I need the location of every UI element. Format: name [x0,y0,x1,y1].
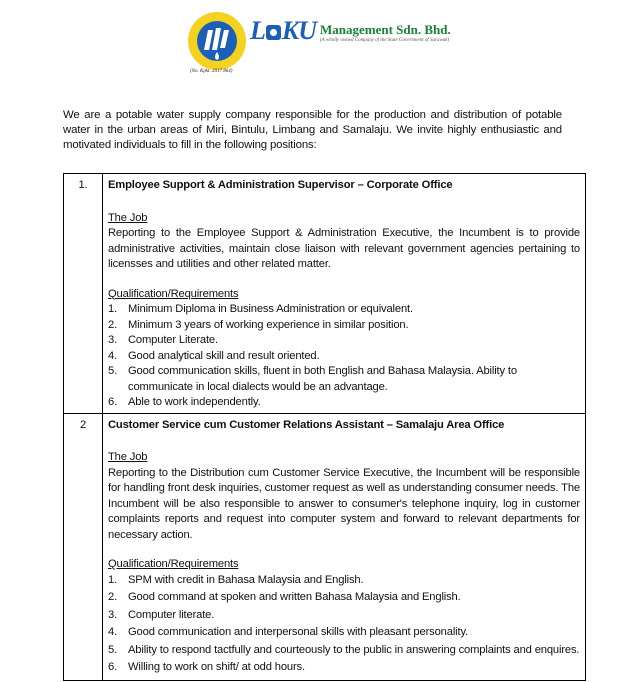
letterhead [186,10,486,74]
position-row [64,413,586,680]
list-item: 3. Computer literate. [108,608,215,621]
requirements-heading: Qualification/Requirements [108,287,239,300]
list-item: 5. Good communication skills, fluent in both English and Bahasa Malaysia. Ability to communicate in local dialects would be an advantage. [108,365,517,393]
position-details [103,174,586,414]
list-item: 1. SPM with credit in Bahasa Malaysia and English. [108,573,364,586]
requirements-heading: Qualification/Requirements [108,558,239,570]
list-item: 6. Able to work independently. [108,396,261,408]
list-item: 6. Willing to work on shift/ at odd hours. [108,661,305,673]
position-title: Employee Support & Administration Supervisor – Corporate Office [108,179,453,191]
list-item: 4. Good communication and interpersonal skills with pleasant personality. [108,626,469,638]
intro-paragraph: We are a potable water supply company responsible for the production and distribution of potable water in the urban areas of Miri, Bintulu, Limbang and Samalaju. We invite highly enthusiastic and motivated individuals to fill in the following positions: [63,109,562,151]
company-tagline: (A wholly owned Company of the State Government of Sarawak) [320,38,450,43]
position-number: 2 [64,413,103,680]
job-heading: The Job [108,451,148,463]
seal-registration: (No. Kpkt. 2017 864) [190,69,233,74]
position-details [103,413,586,680]
position-title: Customer Service cum Customer Relations Assistant – Samalaju Area Office [108,418,505,431]
list-item: 4. Good analytical skill and result oriented. [108,349,320,362]
position-number: 1. [64,174,103,414]
list-item: 2. Good command at spoken and written Bahasa Malaysia and English. [108,591,461,603]
list-item: 1. Minimum Diploma in Business Administration or equivalent. [108,303,413,315]
list-item: 2. Minimum 3 years of working experience in similar position. [108,318,409,331]
company-seal-icon [186,10,248,72]
job-description: Reporting to the Distribution cum Customer Service Executive, the Incumbent will be responsible for handling front desk inquiries, customer request as well as understanding consumer needs. The Incumbent will be also responsible to answer to consumer's telephone inquiry, log in customer complaints reports and request into computer system and forward to relevant departments for necessary action. [108,466,580,541]
brand-logo: L KU [250,16,317,45]
position-row [64,174,586,414]
job-description: Reporting to the Employee Support & Administration Executive, the Incumbent is to provide administrative activities, maintain close liaison with relevant government agencies pertaining to licensses and utilities and other related matter. [108,227,580,270]
requirements-list [108,302,580,411]
job-heading: The Job [108,211,148,224]
requirements-list [108,573,580,676]
list-item: 3. Computer Literate. [108,334,218,346]
positions-table [63,173,586,681]
company-name: Management Sdn. Bhd. [320,22,451,37]
list-item: 5. Ability to respond tactfully and courteously to the public in answering complaints and enquires. [108,643,580,656]
